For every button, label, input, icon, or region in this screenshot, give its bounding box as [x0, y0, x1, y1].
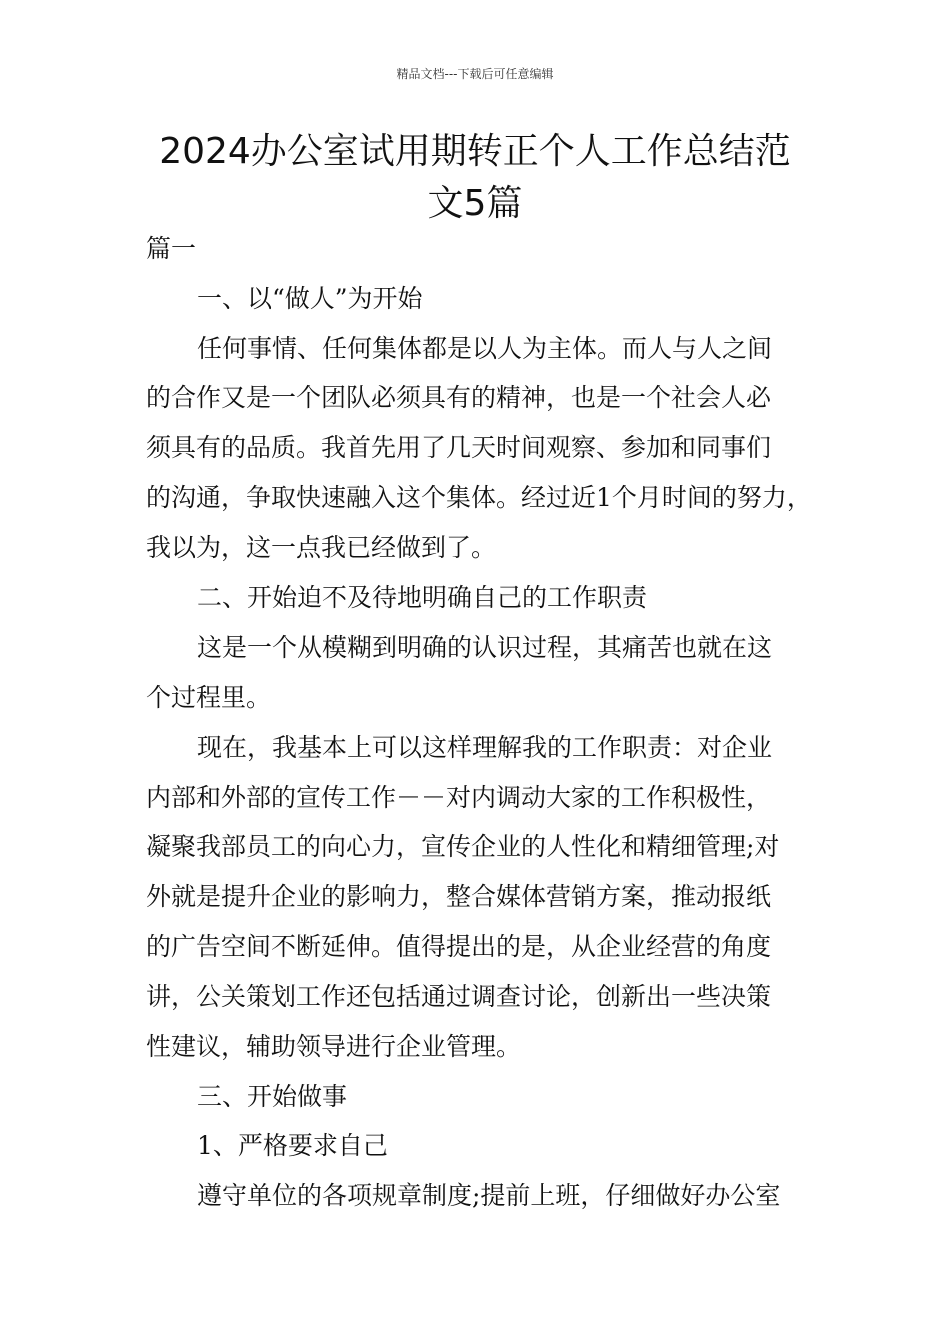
document-title — [120, 126, 830, 230]
paragraph-line: 讲，公关策划工作还包括通过调查讨论，创新出一些决策 — [146, 982, 772, 1011]
paragraph-line: 个过程里。 — [146, 683, 272, 712]
title-line-2: 文5篇 — [427, 183, 523, 224]
paragraph-line: 的广告空间不断延伸。值得提出的是，从企业经营的角度 — [146, 932, 772, 961]
paragraph-line: 的沟通，争取快速融入这个集体。经过近1个月时间的努力， — [146, 483, 812, 512]
paragraph-line: 我以为，这一点我已经做到了。 — [146, 533, 497, 562]
paragraph-line: 须具有的品质。我首先用了几天时间观察、参加和同事们 — [146, 433, 772, 462]
heading-3: 三、开始做事 — [197, 1082, 348, 1111]
paragraph-line: 内部和外部的宣传工作－－对内调动大家的工作积极性， — [146, 783, 772, 812]
paragraph-line: 遵守单位的各项规章制度;提前上班，仔细做好办公室 — [197, 1181, 781, 1210]
heading-2: 二、开始迫不及待地明确自己的工作职责 — [197, 583, 648, 612]
subheading-1: 1、严格要求自己 — [197, 1131, 388, 1160]
paragraph-line: 这是一个从模糊到明确的认识过程，其痛苦也就在这 — [197, 633, 773, 662]
paragraph-line: 外就是提升企业的影响力，整合媒体营销方案，推动报纸 — [146, 882, 772, 911]
heading-1: 一、以“做人”为开始 — [197, 284, 423, 313]
paragraph-line: 性建议，辅助领导进行企业管理。 — [146, 1032, 522, 1061]
paragraph-line: 凝聚我部员工的向心力，宣传企业的人性化和精细管理;对 — [146, 832, 780, 861]
paragraph-line: 的合作又是一个团队必须具有的精神，也是一个社会人必 — [146, 383, 772, 412]
paragraph-line: 任何事情、任何集体都是以人为主体。而人与人之间 — [197, 334, 773, 363]
section-label: 篇一 — [146, 234, 197, 263]
title-line-1: 2024办公室试用期转正个人工作总结范 — [159, 131, 791, 172]
header-note: 精品文档---下载后可任意编辑 — [396, 67, 554, 81]
paragraph-line: 现在，我基本上可以这样理解我的工作职责：对企业 — [197, 733, 773, 762]
